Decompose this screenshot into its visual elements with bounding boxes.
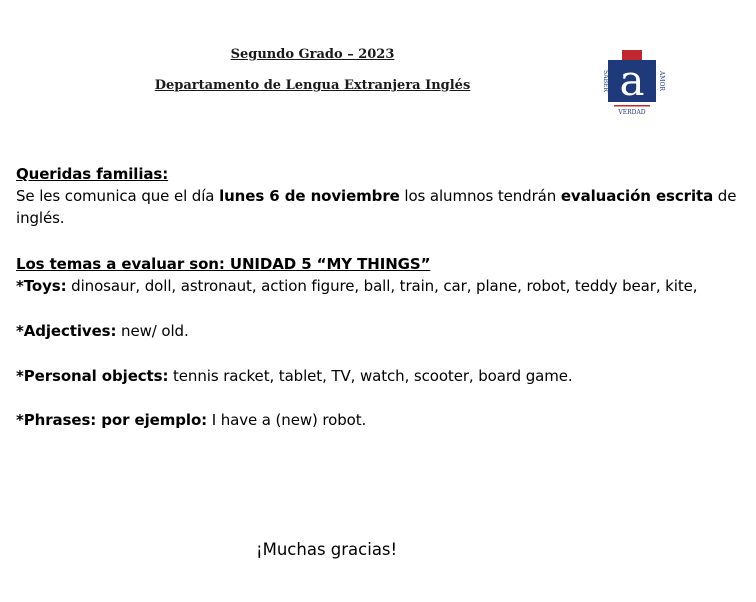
logo-right-word: AMOR [658, 71, 665, 91]
topic-text: tennis racket, tablet, TV, watch, scooter, board game. [168, 367, 573, 385]
topic-label: *Phrases: por ejemplo: [16, 411, 208, 429]
announcement-text: Se les comunica que el día [16, 187, 220, 205]
department-title: Departamento de Lengua Extranjera Inglés [154, 78, 471, 93]
announcement-text: inglés. [16, 209, 65, 227]
logo-left-word: SABER [602, 70, 609, 92]
exam-date: lunes 6 de noviembre [219, 187, 400, 205]
topic-item [16, 320, 738, 342]
logo-letter: a [619, 56, 645, 105]
grade-title: Segundo Grado – 2023 [230, 47, 395, 62]
topic-label: *Adjectives: [16, 322, 117, 340]
topic-label: *Personal objects: [16, 367, 169, 385]
topics-heading-text: Los temas a evaluar son: UNIDAD 5 “MY THINGS” [16, 255, 431, 273]
topic-text: I have a (new) robot. [207, 411, 367, 429]
topic-item [16, 409, 738, 431]
greeting [16, 163, 738, 185]
topic-text: dinosaur, doll, astronaut, action figure, ball, train, car, plane, robot, teddy bear, kite, [66, 277, 698, 295]
logo-bottom-word: VERDAD [618, 109, 646, 116]
topic-text: new/ old. [116, 322, 189, 340]
closing-text: ¡Muchas gracias! [256, 540, 398, 559]
announcement-text: de [713, 187, 737, 205]
topic-label: *Toys: [16, 277, 67, 295]
announcement-text: los alumnos tendrán [399, 187, 561, 205]
school-logo [596, 49, 668, 117]
greeting-text: Queridas familias: [16, 165, 169, 183]
topics-heading [16, 253, 738, 275]
topic-item [16, 275, 738, 297]
exam-type: evaluación escrita [560, 187, 714, 205]
announcement-paragraph [16, 185, 738, 229]
topic-item [16, 365, 738, 387]
